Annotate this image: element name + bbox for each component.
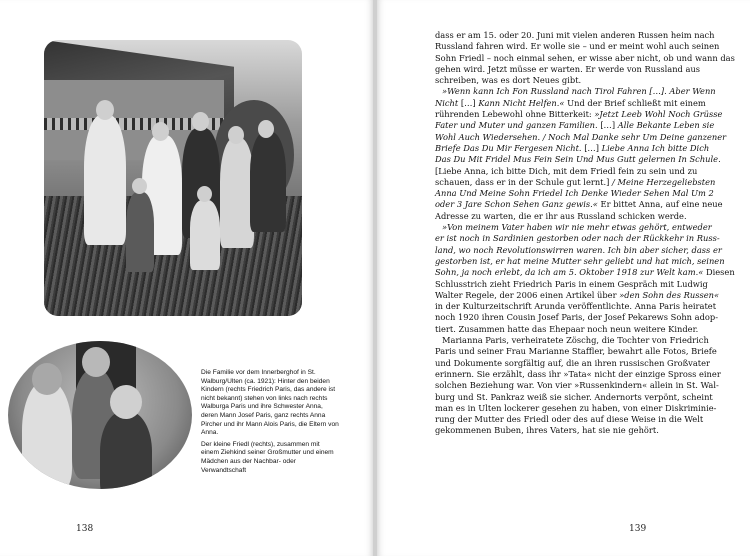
text-segment: »Wenn kann Ich Fon Russland nach Tirol Fahren […]. Aber Wenn	[442, 86, 716, 97]
left-page	[0, 0, 373, 556]
text-segment: dass er am 15. oder 20. Juni mit vielen anderen Russen heim nach	[435, 30, 715, 40]
text-segment: gestorben ist, er hat meine Mutter sehr geliebt und hat mich, seinen	[435, 255, 725, 266]
text-line	[435, 120, 713, 131]
text-line	[435, 222, 713, 233]
photo-head	[258, 120, 274, 138]
text-segment: Sohn, ja noch erlebt, da ich am 5. Oktober 1918 zur Welt kam.«	[435, 267, 704, 278]
photo-child	[100, 411, 152, 489]
text-segment: gekommenen Buben, ihres Vaters, hat sie nie gehört.	[435, 425, 659, 436]
text-segment: […]	[460, 97, 479, 108]
text-line	[435, 166, 713, 177]
text-line	[435, 324, 713, 335]
caption-children: Der kleine Friedl (rechts), zusammen mit einem Ziehkind seiner Großmutter und einem Mädchen aus der Nachbar- oder Verwandtschaft	[201, 440, 334, 474]
text-line	[435, 154, 721, 165]
text-segment: tiert. Zusammen hatte das Ehepaar noch neun weitere Kinder.	[435, 323, 699, 334]
text-segment: Russland fahren wird. Er wolle sie – und er meint wohl auch seinen	[435, 41, 720, 52]
text-segment: gehen wird. Jetzt müsse er warten. Er werde von Russland aus	[435, 63, 701, 74]
text-segment: schauen, dass er in der Schule gut lernt.]	[435, 176, 613, 187]
text-line	[435, 301, 717, 312]
text-segment: rührenden Lebewohl ohne Bitterkeit:	[435, 109, 595, 120]
text-line	[435, 267, 735, 278]
text-segment: Diesen	[703, 267, 735, 278]
text-line	[435, 244, 722, 256]
text-segment: erinnern. Sie erzählt, dass ihr »Tata« nicht der einzige Spross einer	[435, 368, 721, 379]
page-number: 139	[629, 524, 647, 534]
photo-head	[32, 363, 62, 395]
text-segment: »Jetzt Leeb Wohl Noch Grüsse	[594, 109, 723, 120]
text-line	[435, 255, 725, 267]
text-line	[435, 199, 723, 210]
text-line	[435, 289, 720, 301]
photo-person	[126, 192, 154, 272]
text-line	[435, 98, 713, 109]
photo-person	[220, 138, 254, 248]
text-segment: land, wo noch Revolutionswirren waren. Ich bin aber sicher, dass er	[435, 244, 722, 255]
photo-person	[84, 115, 126, 245]
text-segment: Briefe Das Du Mir Fergesen Nicht.	[435, 142, 585, 153]
text-segment: Das Du Mit Fridel Mus Fein Sein Und Mus Gutt gelernen In Schule.	[435, 154, 721, 165]
text-line	[435, 52, 735, 64]
text-segment: Paris und seiner Frau Marianne Staffler, bewahrt alle Fotos, Briefe	[435, 346, 717, 357]
text-line	[435, 86, 716, 97]
text-line	[435, 368, 721, 380]
text-line	[435, 176, 716, 188]
text-segment: solchen Beziehung war. Von vier »Russenkindern« allein in St. Wal-	[435, 380, 719, 391]
text-segment: er ist noch in Sardinien gestorben oder nach der Rückkehr in Russ-	[435, 233, 720, 244]
text-segment: Wohl Auch Wiedersehen. / Noch Mal Danke sehr Um Deine ganzener	[435, 131, 727, 142]
text-segment: Schlusstrich zieht Friedrich Paris in einem Gespräch mit Ludwig	[435, 278, 708, 289]
text-segment: / Meine Herzegeliebsten	[612, 176, 716, 187]
photo-head	[132, 178, 147, 194]
text-segment: […]	[600, 120, 618, 131]
text-segment: Sohn Friedl – noch einmal sehen, er wisse aber nicht, ob und wann das	[435, 52, 735, 63]
family-photo	[44, 40, 302, 316]
text-segment: Marianna Paris, verheiratete Zöschg, die Tochter von Friedrich	[442, 335, 709, 346]
photo-head	[96, 100, 114, 120]
text-line	[435, 233, 720, 244]
text-segment: »den Sohn des Russen«	[619, 289, 720, 300]
text-segment: […]	[584, 142, 602, 153]
text-line	[435, 402, 717, 414]
text-line	[435, 64, 713, 75]
text-line	[435, 392, 713, 403]
text-line	[435, 380, 719, 391]
text-line	[435, 30, 713, 41]
photo-head	[82, 347, 110, 377]
caption-family: Die Familie vor dem Innerberghof in St. Walburg/Ulten (ca. 1921): Hinter den beiden Kindern (rechts Friedrich Paris, das andere ist nicht bekannt) stehen von links nach rechts Walburga Paris und ihre Schwester Anna, deren Mann Josef Paris, ganz rechts Anna Pircher und ihr Mann Alois Paris, die Eltern von Anna.	[201, 369, 339, 437]
text-segment: Kann Nicht Helfen.«	[478, 97, 565, 108]
text-segment: [Liebe Anna, ich bitte Dich, mit dem Friedl fein zu sein und zu	[435, 165, 698, 176]
text-segment: und Dokumente sorgfältig auf, die an ihren russischen Großvater	[435, 357, 711, 368]
photo-head	[152, 122, 169, 141]
text-segment: oder 3 Jare Schon Sehen Ganz gewis.«	[435, 199, 598, 210]
text-segment: in der Kulturzeitschrift Arunda veröffentlichte. Anna Paris heiratet	[435, 301, 717, 312]
text-line	[435, 41, 720, 52]
text-line	[435, 346, 717, 357]
text-line	[435, 131, 727, 143]
text-segment: Fater und Muter und ganzen Familien.	[435, 120, 601, 131]
text-segment: burg und St. Pankraz weiß sie sicher. Andernorts verpönt, scheint	[435, 391, 713, 402]
text-segment: Alle Bekante Leben sie	[617, 120, 715, 131]
text-segment: »Von meinem Vater haben wir nie mehr etwas gehört, entweder	[442, 222, 712, 233]
text-segment: Er bittet Anna, auf eine neue	[597, 199, 723, 210]
photo-head	[228, 126, 244, 144]
photo-head	[197, 186, 212, 202]
text-line	[435, 211, 713, 222]
text-segment: Walter Regele, der 2006 einen Artikel über	[435, 289, 620, 300]
text-line	[435, 75, 713, 86]
text-line	[435, 109, 723, 120]
text-line	[435, 335, 713, 346]
text-line	[435, 312, 719, 323]
photo-person	[190, 200, 220, 270]
text-segment: noch 1920 ihren Cousin Josef Paris, der Josef Pekarews Sohn adop-	[435, 312, 719, 323]
photo-child	[22, 381, 72, 489]
text-line	[435, 358, 713, 369]
photo-caption	[201, 369, 339, 478]
text-segment: man es in Ulten lockerer gesehen zu haben, von einer Diskriminie-	[435, 402, 717, 413]
right-page	[377, 0, 750, 556]
text-line	[435, 279, 713, 290]
text-segment: Und der Brief schließt mit einem	[564, 97, 706, 108]
page-number: 138	[76, 524, 94, 534]
text-segment: Anna Und Meine Sohn Friedel Ich Denke Wieder Sehen Mal Um 2	[435, 188, 714, 199]
photo-person	[250, 132, 286, 232]
text-line	[435, 188, 713, 199]
text-segment: Adresse zu warten, die er ihr aus Russland schicken werde.	[435, 210, 687, 221]
text-segment: rung der Mutter des Friedl oder des auf diese Weise in die Welt	[435, 414, 704, 425]
photo-head	[192, 112, 209, 131]
photo-head	[110, 385, 142, 419]
text-line	[435, 425, 713, 436]
text-line	[435, 414, 713, 425]
body-text	[435, 30, 735, 437]
text-segment: Nicht	[435, 97, 461, 108]
text-line	[435, 143, 713, 154]
children-photo	[8, 341, 192, 489]
text-segment: Liebe Anna Ich bitte Dich	[601, 142, 710, 153]
text-segment: schreiben, was es dort Neues gibt.	[435, 75, 582, 86]
